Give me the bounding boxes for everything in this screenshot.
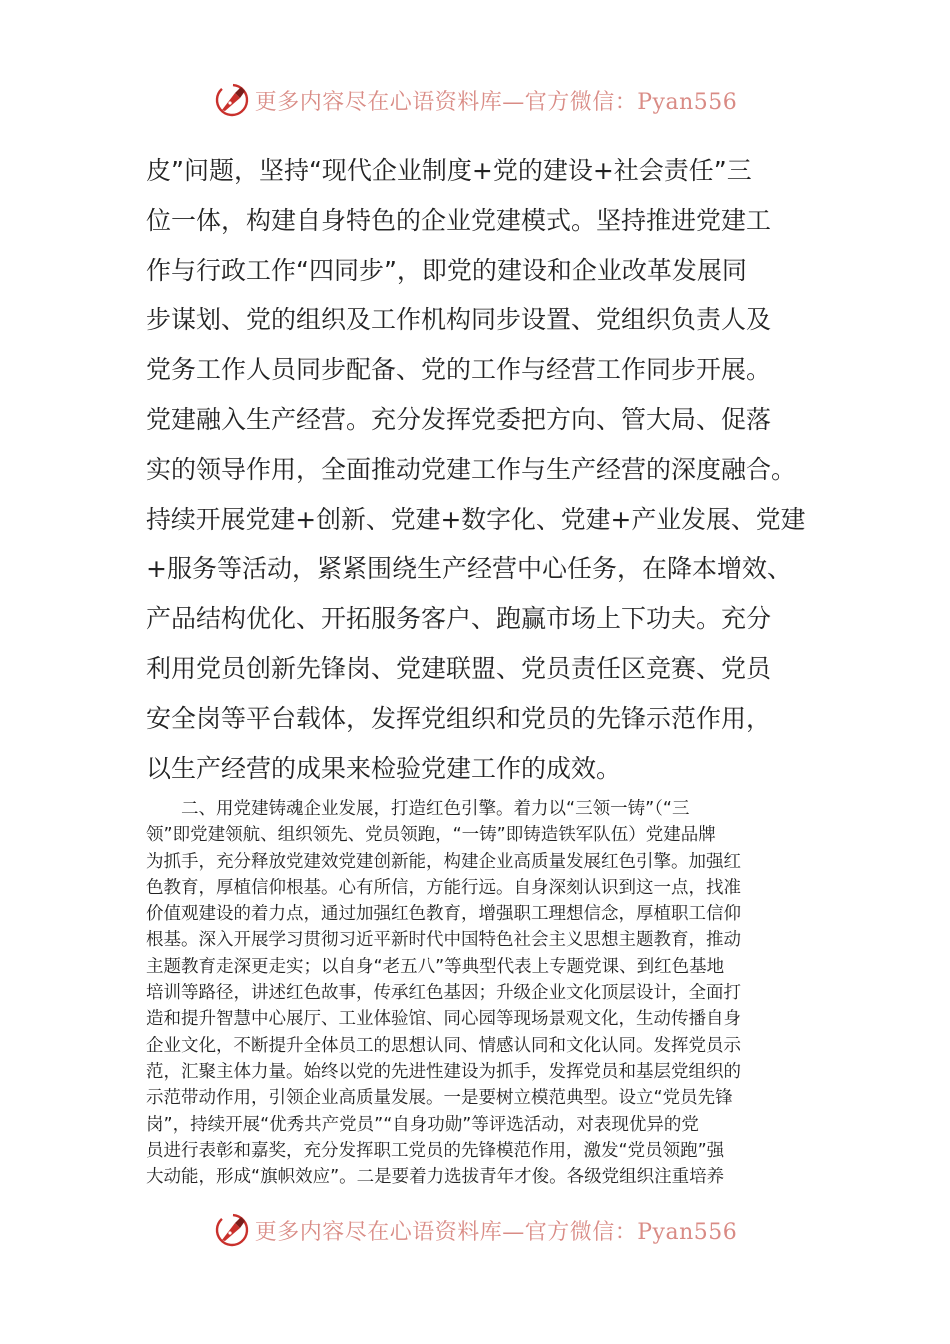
text-line: 皮”问题，坚持“现代企业制度+党的建设+社会责任”三 xyxy=(146,156,752,185)
text-line: 领”即党建领航、组织领先、党员领跑，“一铸”即铸造铁军队伍）党建品牌 xyxy=(146,825,716,846)
text-line: 示范带动作用，引领企业高质量发展。一是要树立模范典型。设立“党员先锋 xyxy=(146,1088,733,1109)
text-line: 以生产经营的成果来检验党建工作的成效。 xyxy=(146,753,622,783)
pen-nib-logo-icon xyxy=(213,81,251,119)
text-line: 步谋划、党的组织及工作机构同步设置、党组织负责人及 xyxy=(146,305,772,335)
text-line: 持续开展党建+创新、党建+数字化、党建+产业发展、党建 xyxy=(146,504,806,534)
text-line: 为抓手，充分释放党建效党建创新能，构建企业高质量发展红色引擎。加强红 xyxy=(146,851,741,872)
text-line: 党务工作人员同步配备、党的工作与经营工作同步开展。 xyxy=(146,355,772,385)
text-line: 安全岗等平台载体，发挥党组织和党员的先锋示范作用， xyxy=(146,703,772,733)
text-line: 主题教育走深更走实；以自身“老五八”等典型代表上专题党课、到红色基地 xyxy=(146,956,725,977)
text-line: 员进行表彰和嘉奖，充分发挥职工党员的先锋模范作用，激发“党员领跑”强 xyxy=(146,1140,725,1161)
text-line: 色教育，厚植信仰根基。心有所信，方能行远。自身深刻认识到这一点，找准 xyxy=(146,877,741,898)
text-line: 岗”，持续开展“优秀共产党员”“自身功勋”等评选活动，对表现优异的党 xyxy=(146,1114,699,1135)
footer-watermark-banner xyxy=(0,1208,950,1252)
banner-text: 更多内容尽在心语资料库—官方微信：Pyan556 xyxy=(254,89,738,115)
text-line: 大动能，形成“旗帜效应”。二是要着力选拔青年才俊。各级党组织注重培养 xyxy=(146,1167,725,1188)
text-line: +服务等活动，紧紧围绕生产经营中心任务，在降本增效、 xyxy=(146,554,792,584)
banner-text: 更多内容尽在心语资料库—官方微信：Pyan556 xyxy=(254,1219,738,1245)
header-watermark-banner xyxy=(0,78,950,122)
body-paragraph-small xyxy=(146,796,806,1190)
body-paragraph-large xyxy=(146,146,806,793)
text-line: 产品结构优化、开拓服务客户、跑赢市场上下功夫。充分 xyxy=(146,604,772,634)
text-line: 培训等路径，讲述红色故事，传承红色基因；升级企业文化顶层设计，全面打 xyxy=(146,983,741,1004)
text-line: 作与行政工作“四同步”，即党的建设和企业改革发展同 xyxy=(146,255,747,285)
text-line: 企业文化，不断提升全体员工的思想认同、情感认同和文化认同。发挥党员示 xyxy=(146,1035,741,1056)
text-line: 范，汇聚主体力量。始终以党的先进性建设为抓手，发挥党员和基层党组织的 xyxy=(146,1061,741,1082)
text-line: 党建融入生产经营。充分发挥党委把方向、管大局、促落 xyxy=(146,404,772,434)
text-line: 位一体，构建自身特色的企业党建模式。坚持推进党建工 xyxy=(146,205,772,235)
text-line: 价值观建设的着力点，通过加强红色教育，增强职工理想信念，厚植职工信仰 xyxy=(146,904,741,925)
pen-nib-logo-icon xyxy=(213,1211,251,1249)
text-line: 实的领导作用，全面推动党建工作与生产经营的深度融合。 xyxy=(146,454,797,484)
text-line: 根基。深入开展学习贯彻习近平新时代中国特色社会主义思想主题教育，推动 xyxy=(146,930,741,951)
text-line: 利用党员创新先锋岗、党建联盟、党员责任区竞赛、党员 xyxy=(146,653,772,683)
text-line: 二、用党建铸魂企业发展，打造红色引擎。着力以“三领一铸”（“三 xyxy=(146,799,690,819)
text-line: 造和提升智慧中心展厅、工业体验馆、同心园等现场景观文化，生动传播自身 xyxy=(146,1009,741,1030)
